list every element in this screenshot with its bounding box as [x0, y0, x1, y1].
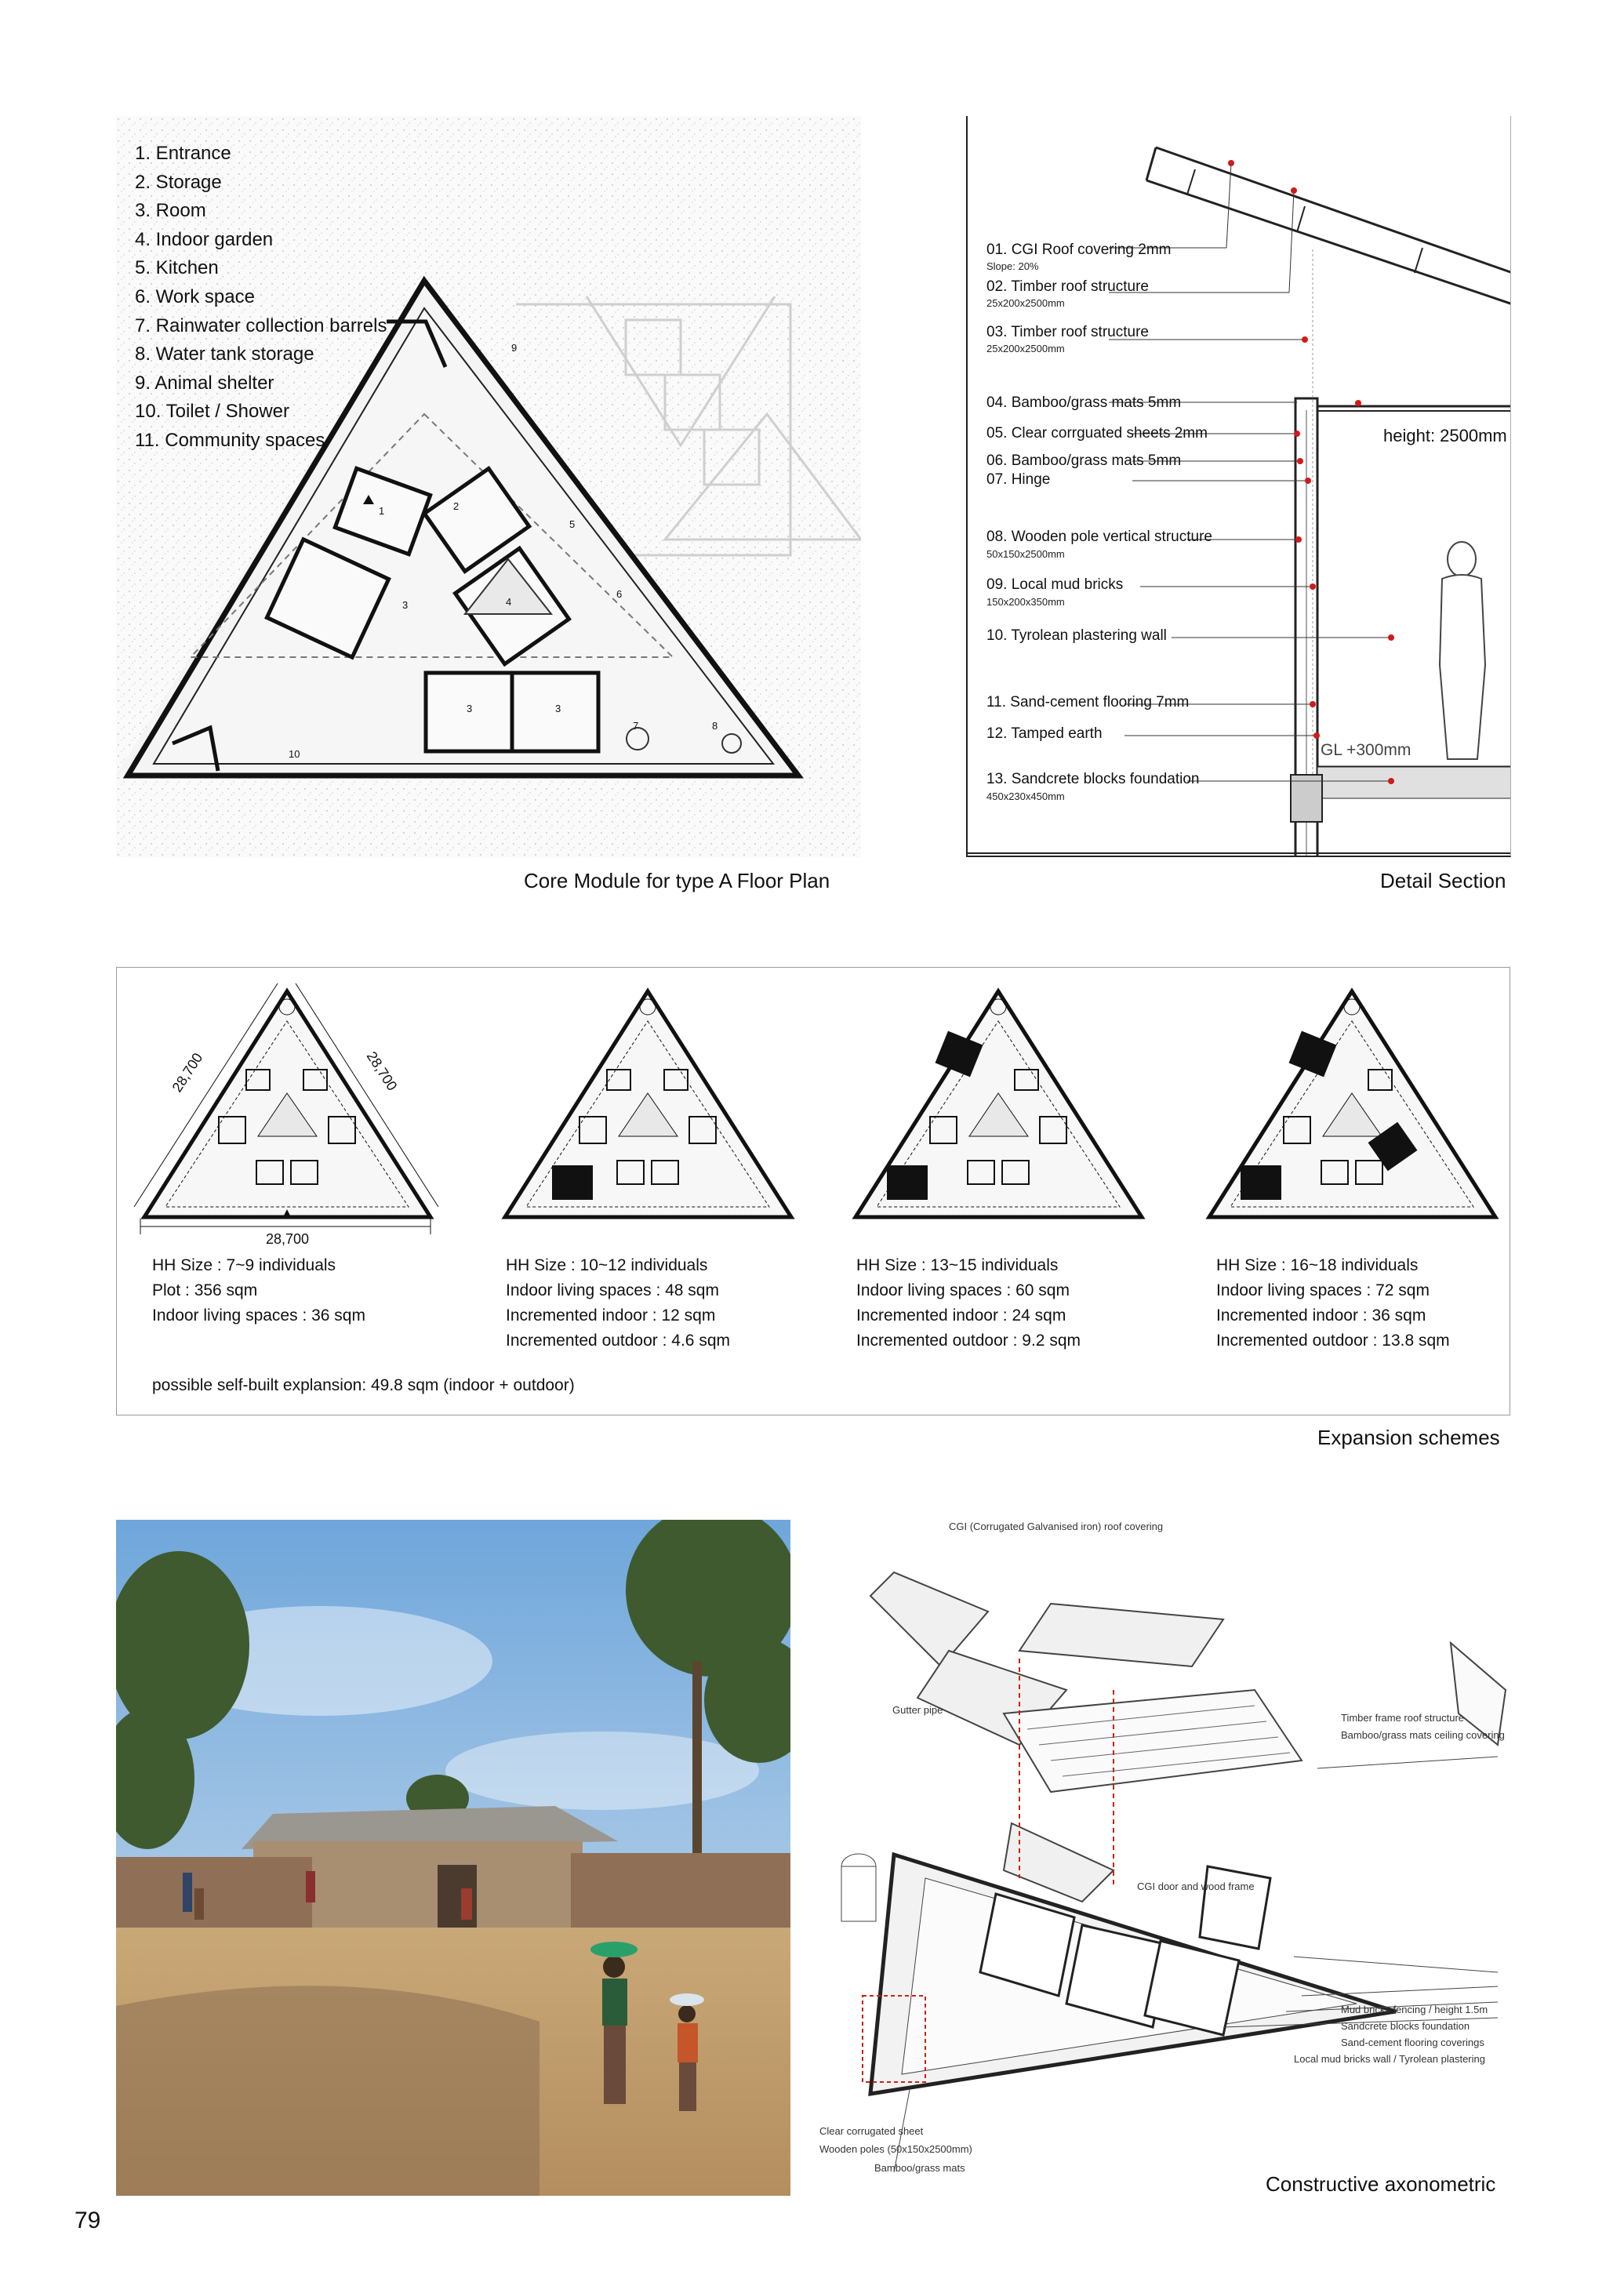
dimension-label: 28,700	[266, 1231, 310, 1247]
axo-label-poles: Wooden poles (50x150x2500mm)	[819, 2143, 972, 2155]
section-label-spec: Slope: 20%	[986, 260, 1039, 272]
render-image	[116, 1520, 790, 2196]
stat-line: Incremented indoor : 36 sqm	[1216, 1306, 1426, 1325]
room-number: 3	[555, 703, 561, 714]
stat-line: Incremented outdoor : 9.2 sqm	[856, 1332, 1081, 1350]
legend-item: 6. Work space	[135, 285, 255, 307]
incremented-room	[1241, 1165, 1281, 1200]
section-label-spec: 25x200x2500mm	[986, 343, 1065, 354]
scheme-2-stats	[506, 1253, 730, 1354]
detail-section-caption: Detail Section	[1380, 869, 1506, 892]
legend-item: 7. Rainwater collection barrels	[135, 314, 387, 336]
section-label: 13. Sandcrete blocks foundation	[986, 771, 1200, 787]
dimension-label: 28,700	[169, 1050, 206, 1096]
axonometric-caption: Constructive axonometric	[1266, 2172, 1496, 2196]
stat-line: Indoor living spaces : 60 sqm	[856, 1281, 1070, 1299]
scheme-3-stats	[856, 1253, 1081, 1354]
page-number: 79	[74, 2208, 101, 2233]
stat-line: Indoor living spaces : 36 sqm	[152, 1306, 365, 1325]
expansion-panel	[116, 967, 1510, 1415]
axo-label-gutter: Gutter pipe	[892, 1704, 943, 1716]
stat-line: HH Size : 16~18 individuals	[1216, 1256, 1419, 1274]
legend-item: 1. Entrance	[135, 143, 231, 164]
legend-item: 10. Toilet / Shower	[135, 401, 290, 423]
section-label: 10. Tyrolean plastering wall	[986, 627, 1167, 644]
floor-plan-legend	[135, 140, 387, 456]
legend-item: 4. Indoor garden	[135, 228, 274, 250]
stat-line: Incremented outdoor : 13.8 sqm	[1216, 1332, 1450, 1350]
section-label-spec: 450x230x450mm	[986, 790, 1065, 802]
axo-label-mats: Bamboo/grass mats	[874, 2162, 965, 2174]
room-number: 3	[402, 599, 409, 611]
scheme-4-stats	[1216, 1253, 1450, 1354]
room-number: 10	[289, 748, 300, 760]
axo-label-clear-sheet: Clear corrugated sheet	[819, 2125, 924, 2137]
section-label: 07. Hinge	[986, 471, 1051, 488]
section-label-spec: 50x150x2500mm	[986, 548, 1065, 560]
expansion-note: possible self-built explansion: 49.8 sqm (indoor + outdoor)	[152, 1376, 575, 1394]
axo-label-ceiling: Bamboo/grass mats ceiling covering	[1341, 1729, 1505, 1741]
axo-label-wall: Local mud bricks wall / Tyrolean plastering	[1294, 2053, 1485, 2065]
stat-line: HH Size : 13~15 individuals	[856, 1256, 1059, 1274]
section-label: 06. Bamboo/grass mats 5mm	[986, 452, 1182, 469]
axo-label-door: CGI door and wood frame	[1137, 1881, 1255, 1892]
section-label: 08. Wooden pole vertical structure	[986, 529, 1212, 545]
detail-section-panel	[966, 116, 1511, 857]
expansion-caption: Expansion schemes	[1317, 1426, 1500, 1449]
legend-item: 5. Kitchen	[135, 257, 219, 279]
axo-label-timber: Timber frame roof structure	[1341, 1712, 1465, 1724]
section-label-spec: 150x200x350mm	[986, 596, 1065, 608]
room-number: 1	[379, 505, 385, 517]
dimension-label: 28,700	[363, 1048, 401, 1094]
legend-item: 11. Community spaces	[135, 429, 325, 451]
section-label: 02. Timber roof structure	[986, 278, 1149, 295]
ground-level-note: GL +300mm	[1321, 741, 1411, 759]
scheme-1-stats	[152, 1253, 365, 1328]
room-number: 7	[633, 720, 639, 732]
section-label: 01. CGI Roof covering 2mm	[986, 242, 1172, 258]
axonometric-drawing	[816, 1510, 1521, 2192]
stat-line: HH Size : 7~9 individuals	[152, 1256, 336, 1274]
floor-plan-caption: Core Module for type A Floor Plan	[524, 869, 830, 892]
village-render	[116, 1520, 790, 2196]
section-label: 09. Local mud bricks	[986, 576, 1124, 593]
stat-line: Indoor living spaces : 72 sqm	[1216, 1281, 1430, 1299]
section-label: 05. Clear corrguated sheets 2mm	[986, 425, 1208, 442]
stat-line: Incremented outdoor : 4.6 sqm	[506, 1332, 730, 1350]
incremented-room	[887, 1165, 928, 1200]
incremented-room	[552, 1165, 593, 1200]
room-number: 6	[616, 588, 623, 600]
stat-line: Incremented indoor : 12 sqm	[506, 1306, 716, 1325]
axo-label-foundation: Sandcrete blocks foundation	[1341, 2020, 1470, 2032]
section-label: 04. Bamboo/grass mats 5mm	[986, 394, 1182, 411]
room-number: 5	[569, 518, 576, 530]
height-note: height: 2500mm	[1383, 426, 1507, 445]
section-label: 11. Sand-cement flooring 7mm	[986, 694, 1190, 710]
axo-label-fence: Mud bricks fencing / height 1.5m	[1341, 2004, 1488, 2015]
room-number: 9	[511, 342, 518, 354]
room-number: 8	[712, 720, 718, 732]
section-label: 03. Timber roof structure	[986, 324, 1149, 340]
axo-label-flooring: Sand-cement flooring coverings	[1341, 2037, 1484, 2048]
legend-item: 2. Storage	[135, 171, 222, 193]
room-number: 2	[453, 500, 460, 512]
section-label-spec: 25x200x2500mm	[986, 297, 1065, 309]
stat-line: Indoor living spaces : 48 sqm	[506, 1281, 719, 1299]
legend-item: 3. Room	[135, 200, 206, 222]
stat-line: HH Size : 10~12 individuals	[506, 1256, 708, 1274]
stat-line: Incremented indoor : 24 sqm	[856, 1306, 1066, 1325]
axonometric-panel	[816, 1510, 1521, 2192]
section-label: 12. Tamped earth	[986, 725, 1103, 742]
legend-item: 8. Water tank storage	[135, 343, 314, 365]
floor-plan-panel	[116, 116, 861, 857]
legend-item: 9. Animal shelter	[135, 372, 274, 394]
axo-label-roof: CGI (Corrugated Galvanised iron) roof covering	[949, 1521, 1164, 1532]
room-number: 3	[467, 703, 473, 714]
room-number: 4	[506, 596, 512, 608]
stat-line: Plot : 356 sqm	[152, 1281, 258, 1299]
